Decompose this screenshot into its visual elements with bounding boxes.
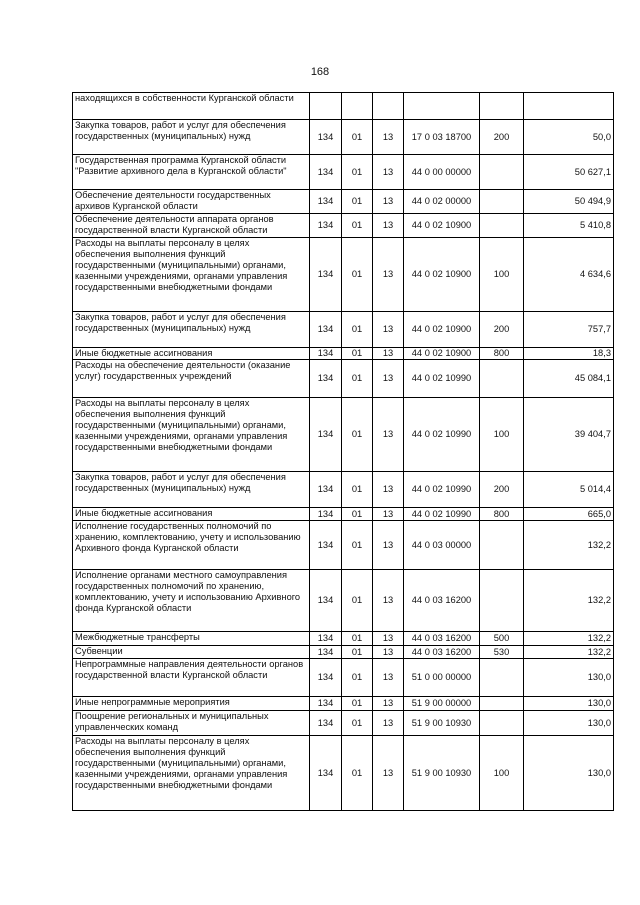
cell-section: 01 — [342, 190, 373, 214]
cell-subsection: 13 — [373, 711, 404, 736]
cell-expense-type — [480, 214, 524, 238]
table-row — [73, 348, 614, 360]
cell-expense-type — [480, 521, 524, 570]
table-row — [73, 190, 614, 214]
table-row — [73, 736, 614, 811]
cell-amount: 132,2 — [524, 632, 614, 646]
cell-expense-type: 500 — [480, 632, 524, 646]
cell-grbs: 134 — [310, 398, 342, 472]
cell-section: 01 — [342, 659, 373, 697]
cell-name: Иные бюджетные ассигнования — [73, 348, 310, 360]
cell-target-article: 44 0 02 00000 — [404, 190, 480, 214]
cell-name: Исполнение органами местного самоуправления государственных полномочий по хранению, комплектованию, учету и использованию Архивного фонда Курганской области — [73, 570, 310, 632]
cell-grbs: 134 — [310, 155, 342, 190]
cell-name: Расходы на обеспечение деятельности (оказание услуг) государственных учреждений — [73, 360, 310, 398]
cell-target-article: 44 0 03 16200 — [404, 570, 480, 632]
table-row — [73, 120, 614, 155]
cell-grbs: 134 — [310, 472, 342, 508]
cell-expense-type — [480, 570, 524, 632]
cell-amount: 130,0 — [524, 659, 614, 697]
cell-expense-type: 200 — [480, 312, 524, 348]
cell-amount: 39 404,7 — [524, 398, 614, 472]
cell-name: Государственная программа Курганской области "Развитие архивного дела в Курганской области" — [73, 155, 310, 190]
table-row — [73, 697, 614, 711]
cell-grbs: 134 — [310, 697, 342, 711]
cell-subsection: 13 — [373, 570, 404, 632]
table-row — [73, 360, 614, 398]
cell-target-article: 44 0 02 10990 — [404, 472, 480, 508]
cell-name: Расходы на выплаты персоналу в целях обеспечения выполнения функций государственными (муниципальными) органами, казенными учреждениями, органами управления государственными внебюджетными фондами — [73, 238, 310, 312]
cell-section: 01 — [342, 570, 373, 632]
cell-name: Обеспечение деятельности государственных архивов Курганской области — [73, 190, 310, 214]
cell-section: 01 — [342, 711, 373, 736]
cell-expense-type — [480, 190, 524, 214]
cell-name: Закупка товаров, работ и услуг для обеспечения государственных (муниципальных) нужд — [73, 312, 310, 348]
cell-grbs — [310, 93, 342, 120]
cell-amount: 5 410,8 — [524, 214, 614, 238]
table-row — [73, 312, 614, 348]
table-row — [73, 93, 614, 120]
cell-name: Иные непрограммные мероприятия — [73, 697, 310, 711]
cell-amount: 18,3 — [524, 348, 614, 360]
cell-target-article: 17 0 03 18700 — [404, 120, 480, 155]
table-row — [73, 646, 614, 659]
table-row — [73, 238, 614, 312]
cell-section: 01 — [342, 508, 373, 521]
cell-section: 01 — [342, 472, 373, 508]
table-row — [73, 155, 614, 190]
cell-name: Обеспечение деятельности аппарата органов государственной власти Курганской области — [73, 214, 310, 238]
cell-amount: 665,0 — [524, 508, 614, 521]
cell-target-article: 44 0 02 10900 — [404, 312, 480, 348]
budget-table — [72, 92, 614, 811]
table-row — [73, 508, 614, 521]
cell-subsection: 13 — [373, 238, 404, 312]
cell-subsection: 13 — [373, 398, 404, 472]
cell-expense-type — [480, 155, 524, 190]
table-row — [73, 711, 614, 736]
cell-target-article: 51 9 00 10930 — [404, 711, 480, 736]
cell-section: 01 — [342, 697, 373, 711]
cell-grbs: 134 — [310, 632, 342, 646]
cell-subsection: 13 — [373, 521, 404, 570]
cell-subsection: 13 — [373, 360, 404, 398]
cell-name: находящихся в собственности Курганской области — [73, 93, 310, 120]
cell-amount — [524, 93, 614, 120]
cell-name: Закупка товаров, работ и услуг для обеспечения государственных (муниципальных) нужд — [73, 120, 310, 155]
cell-amount: 757,7 — [524, 312, 614, 348]
cell-target-article: 44 0 02 10990 — [404, 508, 480, 521]
cell-name: Межбюджетные трансферты — [73, 632, 310, 646]
cell-subsection: 13 — [373, 632, 404, 646]
cell-amount: 130,0 — [524, 711, 614, 736]
cell-subsection: 13 — [373, 214, 404, 238]
cell-expense-type — [480, 659, 524, 697]
cell-subsection: 13 — [373, 120, 404, 155]
cell-section: 01 — [342, 360, 373, 398]
cell-target-article: 44 0 03 16200 — [404, 646, 480, 659]
table-row — [73, 214, 614, 238]
cell-subsection: 13 — [373, 736, 404, 811]
cell-section: 01 — [342, 238, 373, 312]
cell-amount: 50,0 — [524, 120, 614, 155]
table-body — [73, 93, 614, 811]
cell-grbs: 134 — [310, 238, 342, 312]
cell-expense-type — [480, 360, 524, 398]
cell-amount: 5 014,4 — [524, 472, 614, 508]
table-row — [73, 521, 614, 570]
cell-grbs: 134 — [310, 312, 342, 348]
cell-amount: 132,2 — [524, 646, 614, 659]
cell-target-article: 44 0 02 10990 — [404, 398, 480, 472]
table-row — [73, 398, 614, 472]
cell-target-article: 44 0 03 00000 — [404, 521, 480, 570]
table-row — [73, 659, 614, 697]
cell-target-article: 44 0 03 16200 — [404, 632, 480, 646]
cell-section: 01 — [342, 155, 373, 190]
table-row — [73, 570, 614, 632]
table-row — [73, 472, 614, 508]
cell-section: 01 — [342, 214, 373, 238]
cell-target-article: 51 9 00 00000 — [404, 697, 480, 711]
cell-amount: 132,2 — [524, 521, 614, 570]
cell-section: 01 — [342, 120, 373, 155]
cell-amount: 130,0 — [524, 736, 614, 811]
cell-name: Непрограммные направления деятельности органов государственной власти Курганской области — [73, 659, 310, 697]
cell-amount: 130,0 — [524, 697, 614, 711]
cell-grbs: 134 — [310, 570, 342, 632]
cell-subsection: 13 — [373, 472, 404, 508]
cell-name: Закупка товаров, работ и услуг для обеспечения государственных (муниципальных) нужд — [73, 472, 310, 508]
cell-expense-type: 100 — [480, 736, 524, 811]
cell-subsection: 13 — [373, 659, 404, 697]
cell-expense-type: 200 — [480, 472, 524, 508]
cell-target-article: 44 0 02 10900 — [404, 238, 480, 312]
cell-grbs: 134 — [310, 360, 342, 398]
cell-section: 01 — [342, 646, 373, 659]
cell-section: 01 — [342, 312, 373, 348]
cell-target-article: 51 9 00 10930 — [404, 736, 480, 811]
cell-grbs: 134 — [310, 214, 342, 238]
cell-grbs: 134 — [310, 646, 342, 659]
cell-section: 01 — [342, 736, 373, 811]
cell-grbs: 134 — [310, 190, 342, 214]
cell-name: Субвенции — [73, 646, 310, 659]
cell-amount: 45 084,1 — [524, 360, 614, 398]
cell-amount: 50 494,9 — [524, 190, 614, 214]
cell-expense-type — [480, 93, 524, 120]
cell-name: Расходы на выплаты персоналу в целях обеспечения выполнения функций государственными (муниципальными) органами, казенными учреждениями, органами управления государственными внебюджетными фондами — [73, 736, 310, 811]
cell-grbs: 134 — [310, 736, 342, 811]
cell-target-article — [404, 93, 480, 120]
cell-expense-type: 100 — [480, 238, 524, 312]
cell-section: 01 — [342, 398, 373, 472]
cell-expense-type — [480, 697, 524, 711]
cell-name: Исполнение государственных полномочий по хранению, комплектованию, учету и использованию Архивного фонда Курганской области — [73, 521, 310, 570]
cell-subsection: 13 — [373, 646, 404, 659]
cell-expense-type — [480, 711, 524, 736]
cell-grbs: 134 — [310, 348, 342, 360]
cell-name: Поощрение региональных и муниципальных управленческих команд — [73, 711, 310, 736]
cell-section: 01 — [342, 521, 373, 570]
cell-subsection — [373, 93, 404, 120]
cell-target-article: 44 0 02 10900 — [404, 214, 480, 238]
cell-section: 01 — [342, 632, 373, 646]
cell-expense-type: 100 — [480, 398, 524, 472]
page-number: 168 — [310, 66, 330, 78]
cell-amount: 50 627,1 — [524, 155, 614, 190]
table-row — [73, 632, 614, 646]
cell-subsection: 13 — [373, 508, 404, 521]
cell-subsection: 13 — [373, 155, 404, 190]
cell-expense-type: 530 — [480, 646, 524, 659]
cell-expense-type: 800 — [480, 508, 524, 521]
cell-target-article: 51 0 00 00000 — [404, 659, 480, 697]
cell-grbs: 134 — [310, 120, 342, 155]
cell-expense-type: 800 — [480, 348, 524, 360]
cell-section — [342, 93, 373, 120]
cell-subsection: 13 — [373, 190, 404, 214]
cell-section: 01 — [342, 348, 373, 360]
cell-grbs: 134 — [310, 711, 342, 736]
cell-amount: 132,2 — [524, 570, 614, 632]
cell-name: Иные бюджетные ассигнования — [73, 508, 310, 521]
cell-target-article: 44 0 00 00000 — [404, 155, 480, 190]
cell-subsection: 13 — [373, 312, 404, 348]
cell-target-article: 44 0 02 10990 — [404, 360, 480, 398]
cell-grbs: 134 — [310, 508, 342, 521]
cell-grbs: 134 — [310, 521, 342, 570]
cell-grbs: 134 — [310, 659, 342, 697]
cell-subsection: 13 — [373, 348, 404, 360]
cell-target-article: 44 0 02 10900 — [404, 348, 480, 360]
cell-amount: 4 634,6 — [524, 238, 614, 312]
cell-subsection: 13 — [373, 697, 404, 711]
cell-name: Расходы на выплаты персоналу в целях обеспечения выполнения функций государственными (муниципальными) органами, казенными учреждениями, органами управления государственными внебюджетными фондами — [73, 398, 310, 472]
cell-expense-type: 200 — [480, 120, 524, 155]
